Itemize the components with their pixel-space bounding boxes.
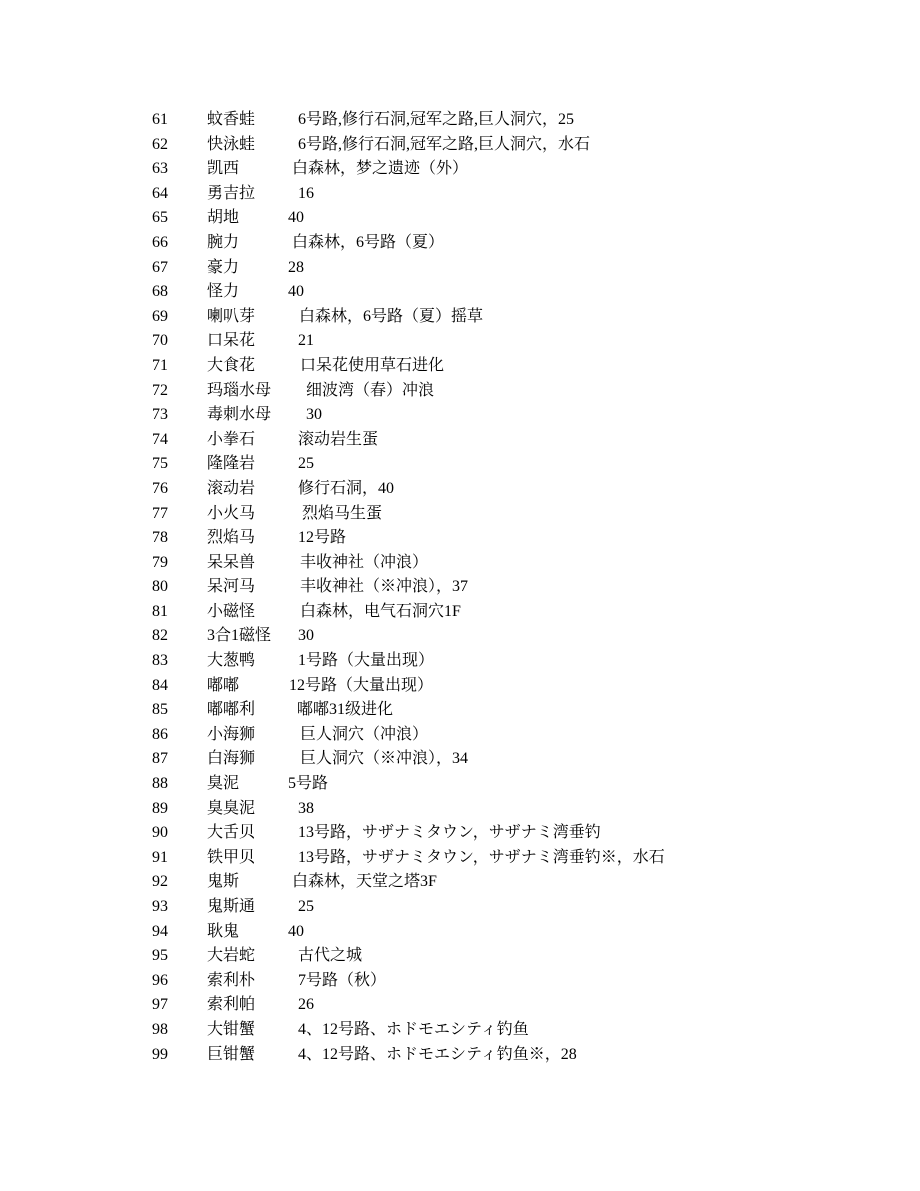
list-item [152, 649, 792, 674]
list-item [152, 428, 792, 453]
pokemon-name: 蚊香蛙 [207, 111, 256, 128]
list-item [152, 502, 792, 527]
list-item [152, 403, 792, 428]
pokemon-location-list [152, 108, 792, 1067]
entry-number: 93 [152, 898, 168, 915]
list-item [152, 674, 792, 699]
location-info: 12号路（大量出现） [289, 676, 434, 694]
location-info: 1号路（大量出现） [298, 652, 435, 670]
pokemon-name: 呆呆兽 [207, 553, 256, 571]
pokemon-name: 小海狮 [207, 725, 256, 743]
pokemon-name: 耿鬼 [207, 922, 240, 940]
entry-number: 73 [152, 406, 168, 424]
location-info: 40 [288, 209, 304, 227]
list-item [152, 280, 792, 305]
location-info: 白森林，6号路（夏）摇草 [299, 307, 484, 325]
location-info: 26 [298, 996, 314, 1014]
location-info: 28 [288, 258, 304, 276]
entry-number: 99 [152, 1045, 168, 1063]
list-item [152, 575, 792, 600]
entry-number: 83 [152, 652, 168, 670]
entry-number: 86 [152, 725, 168, 743]
pokemon-name: 巨钳蟹 [207, 1045, 256, 1063]
entry-number: 75 [152, 455, 168, 473]
location-info: 25 [298, 898, 314, 915]
pokemon-name: 索利朴 [207, 971, 256, 989]
entry-number: 84 [152, 676, 168, 694]
entry-number: 95 [152, 947, 168, 965]
location-info: 巨人洞穴（冲浪） [300, 725, 429, 743]
list-item [152, 526, 792, 551]
list-item [152, 1043, 792, 1068]
list-item [152, 821, 792, 846]
entry-number: 70 [152, 332, 168, 350]
entry-number: 98 [152, 1020, 168, 1038]
pokemon-name: 3合1磁怪 [207, 627, 272, 645]
location-info: 嘟嘟31级进化 [297, 701, 394, 719]
list-item [152, 477, 792, 502]
list-item [152, 206, 792, 231]
location-info: 16 [298, 184, 314, 202]
list-item [152, 723, 792, 748]
entry-number: 80 [152, 578, 168, 596]
pokemon-name: 鬼斯 [207, 873, 240, 891]
location-info: 30 [306, 406, 322, 424]
pokemon-name: 胡地 [207, 209, 240, 227]
pokemon-name: 玛瑙水母 [207, 381, 272, 399]
list-item [152, 895, 792, 920]
entry-number: 85 [152, 701, 168, 719]
list-item [152, 993, 792, 1018]
entry-number: 63 [152, 160, 168, 178]
location-info: 38 [298, 799, 314, 817]
pokemon-name: 勇吉拉 [207, 184, 256, 202]
location-info: 4、12号路、ホドモエシティ钓鱼※，28 [298, 1045, 577, 1063]
list-item [152, 305, 792, 330]
list-item [152, 231, 792, 256]
location-info: 6号路,修行石洞,冠军之路,巨人洞穴，25 [298, 111, 575, 128]
entry-number: 92 [152, 873, 168, 891]
list-item [152, 1018, 792, 1043]
list-item [152, 108, 792, 133]
list-item [152, 329, 792, 354]
entry-number: 69 [152, 307, 168, 325]
list-item [152, 944, 792, 969]
entry-number: 96 [152, 971, 168, 989]
pokemon-name: 呆河马 [207, 578, 256, 596]
location-info: 13号路，サザナミタウン，サザナミ湾垂钓※，水石 [298, 848, 665, 866]
entry-number: 61 [152, 111, 168, 128]
location-info: 丰收神社（冲浪） [300, 553, 429, 571]
location-info: 白森林，天堂之塔3F [292, 873, 437, 891]
location-info: 口呆花使用草石进化 [300, 356, 445, 374]
location-info: 巨人洞穴（※冲浪），34 [300, 750, 469, 768]
location-info: 4、12号路、ホドモエシティ钓鱼 [298, 1020, 529, 1038]
list-item [152, 157, 792, 182]
list-item [152, 256, 792, 281]
entry-number: 79 [152, 553, 168, 571]
pokemon-name: 小磁怪 [207, 602, 256, 620]
pokemon-name: 凯西 [207, 160, 240, 178]
location-info: 烈焰马生蛋 [302, 504, 383, 522]
list-item [152, 969, 792, 994]
list-item [152, 747, 792, 772]
pokemon-name: 大舌贝 [207, 824, 256, 842]
list-item [152, 846, 792, 871]
list-item [152, 379, 792, 404]
entry-number: 82 [152, 627, 168, 645]
pokemon-name: 怪力 [207, 283, 240, 301]
location-info: 古代之城 [298, 947, 363, 965]
list-item [152, 452, 792, 477]
entry-number: 94 [152, 922, 168, 940]
location-info: 7号路（秋） [298, 971, 387, 989]
list-item [152, 133, 792, 158]
list-item [152, 698, 792, 723]
pokemon-name: 大食花 [207, 356, 256, 374]
entry-number: 88 [152, 775, 168, 793]
location-info: 5号路 [288, 775, 329, 793]
pokemon-name: 嘟嘟利 [207, 701, 256, 719]
list-item [152, 870, 792, 895]
pokemon-name: 白海狮 [207, 750, 256, 768]
pokemon-name: 毒刺水母 [207, 406, 272, 424]
pokemon-name: 大葱鸭 [207, 652, 256, 670]
list-item [152, 772, 792, 797]
pokemon-name: 大钳蟹 [207, 1020, 256, 1038]
list-item [152, 624, 792, 649]
pokemon-name: 豪力 [207, 258, 240, 276]
pokemon-name: 小火马 [207, 504, 256, 522]
entry-number: 87 [152, 750, 168, 768]
pokemon-name: 嘟嘟 [207, 676, 240, 694]
entry-number: 81 [152, 602, 168, 620]
location-info: 修行石洞，40 [298, 479, 395, 497]
location-info: 细波湾（春）冲浪 [306, 381, 435, 399]
pokemon-name: 臭臭泥 [207, 799, 256, 817]
location-info: 13号路，サザナミタウン，サザナミ湾垂钓 [298, 824, 601, 842]
location-info: 21 [298, 332, 314, 350]
entry-number: 91 [152, 848, 168, 866]
location-info: 30 [298, 627, 314, 645]
list-item [152, 354, 792, 379]
entry-number: 78 [152, 529, 168, 547]
location-info: 滚动岩生蛋 [298, 430, 379, 448]
pokemon-name: 铁甲贝 [207, 848, 256, 866]
location-info: 白森林，电气石洞穴1F [300, 602, 461, 620]
location-info: 白森林，6号路（夏） [292, 233, 445, 251]
list-item [152, 182, 792, 207]
entry-number: 77 [152, 504, 168, 522]
pokemon-name: 腕力 [207, 233, 240, 251]
location-info: 40 [288, 922, 304, 940]
entry-number: 72 [152, 381, 168, 399]
entry-number: 65 [152, 209, 168, 227]
location-info: 40 [288, 283, 304, 301]
entry-number: 89 [152, 799, 168, 817]
pokemon-name: 大岩蛇 [207, 947, 256, 965]
location-info: 丰收神社（※冲浪），37 [300, 578, 469, 596]
entry-number: 97 [152, 996, 168, 1014]
entry-number: 68 [152, 283, 168, 301]
pokemon-name: 小拳石 [207, 430, 256, 448]
entry-number: 66 [152, 233, 168, 251]
pokemon-name: 隆隆岩 [207, 455, 256, 473]
location-info: 12号路 [298, 529, 347, 547]
pokemon-name: 口呆花 [207, 332, 256, 350]
location-info: 25 [298, 455, 314, 473]
pokemon-name: 烈焰马 [207, 529, 256, 547]
entry-number: 74 [152, 430, 168, 448]
list-item [152, 551, 792, 576]
entry-number: 90 [152, 824, 168, 842]
pokemon-name: 鬼斯通 [207, 898, 256, 915]
pokemon-name: 喇叭芽 [207, 307, 256, 325]
entry-number: 64 [152, 184, 168, 202]
entry-number: 71 [152, 356, 168, 374]
list-item [152, 920, 792, 945]
pokemon-name: 快泳蛙 [207, 135, 256, 153]
location-info: 白森林，梦之遗迹（外） [292, 160, 469, 178]
entry-number: 67 [152, 258, 168, 276]
pokemon-name: 臭泥 [207, 775, 240, 793]
location-info: 6号路,修行石洞,冠军之路,巨人洞穴，水石 [298, 135, 591, 153]
entry-number: 62 [152, 135, 168, 153]
pokemon-name: 滚动岩 [207, 479, 256, 497]
entry-number: 76 [152, 479, 168, 497]
list-item [152, 600, 792, 625]
list-item [152, 797, 792, 822]
pokemon-name: 索利帕 [207, 996, 256, 1014]
